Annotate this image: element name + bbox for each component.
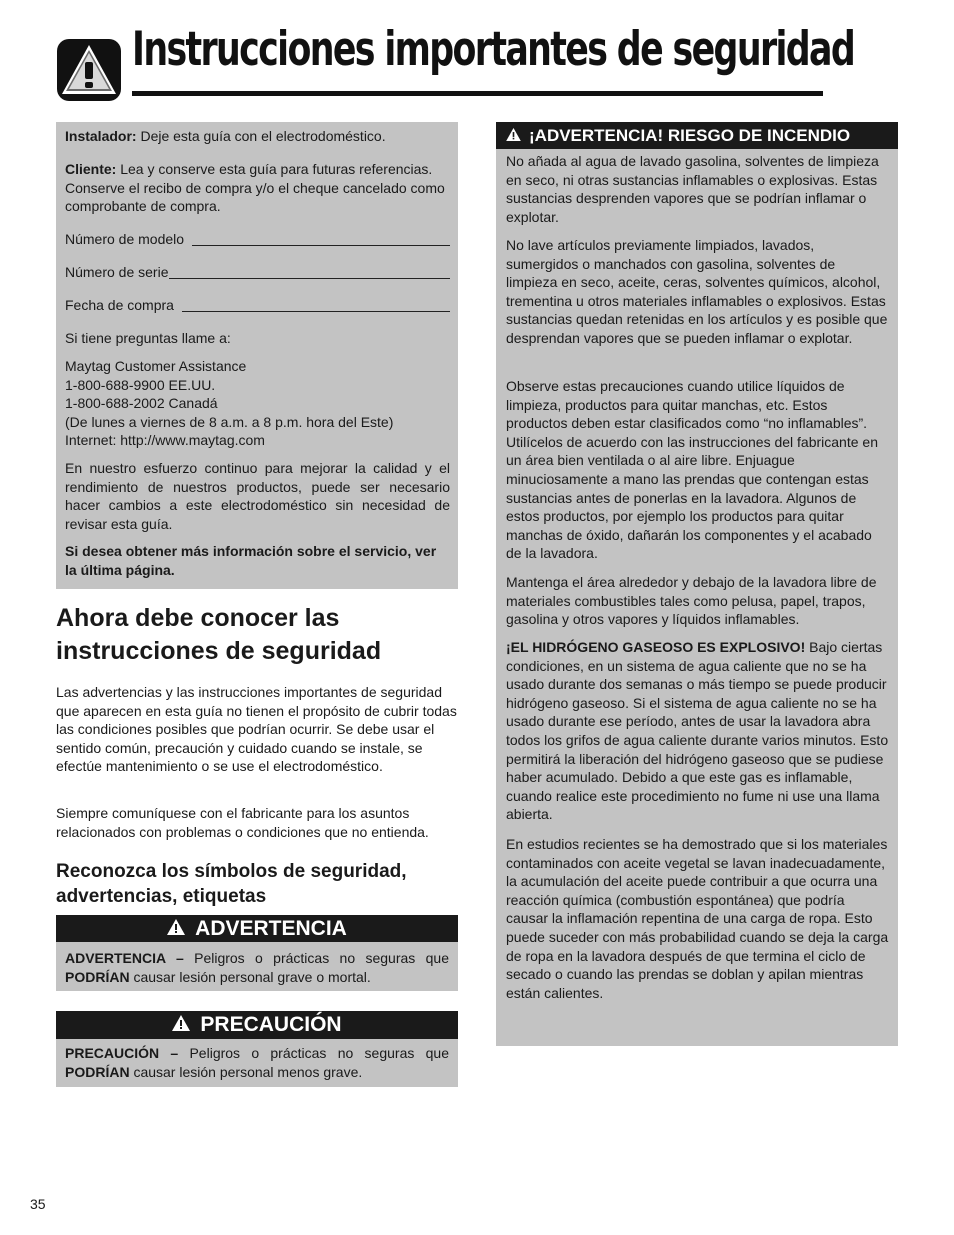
warning-triangle-icon: [167, 917, 185, 941]
warning-bar-label: ADVERTENCIA: [195, 916, 347, 940]
serial-number-line: [169, 263, 451, 279]
page-number: 35: [30, 1196, 46, 1212]
serial-number-field: [65, 263, 450, 282]
installer-note: [65, 127, 451, 146]
hydrogen-paragraph: [506, 638, 890, 824]
contact-line: Internet: http://www.maytag.com: [65, 432, 265, 449]
warning-term: ADVERTENCIA –: [65, 950, 184, 966]
improvement-note: En nuestro esfuerzo continuo para mejorar la calidad y el rendimiento de nuestros productos, puede ser necesario hacer cambios a este electrodoméstico sin necesidad de revisar esta guía.: [65, 460, 450, 532]
fire-paragraph-3: Observe estas precauciones cuando utilice líquidos de limpieza, productos para quitar manchas, etc. Estos productos deben estar clasificados como “no inflamables”. Utilícelos de acuerdo con las instrucciones del fabricante en un área bien ventilada o al aire libre. Enjuague minuciosamente a mano las prendas que contengan estas sustancias antes de ponerlas en la lavadora. Algunos de estos productos, por ejemplo los productos para quitar manchas de óxido, dañarán los componentes y el acabado de la lavadora.: [506, 378, 878, 562]
fire-paragraph-4: Mantenga el área alrededor y debajo de la lavadora libre de materiales combustibles tales como pelusa, papel, trapos, gasolina y otros vapores y líquidos inflamables.: [506, 574, 877, 628]
serial-number-label: Número de serie: [65, 264, 169, 280]
warning-definition-box: [56, 942, 458, 991]
installer-label: Instalador:: [65, 128, 137, 144]
warning-triangle-icon: [172, 1013, 190, 1037]
warning-bar: [56, 915, 458, 942]
caution-bar-label: PRECAUCIÓN: [200, 1013, 342, 1036]
fire-warning-bar-label: ¡ADVERTENCIA! RIESGO DE INCENDIO: [529, 125, 851, 145]
model-number-field: [65, 230, 450, 249]
fire-warning-bar: [496, 122, 898, 149]
fire-warning-box: [496, 149, 898, 1046]
questions-label: Si tiene preguntas llame a:: [65, 330, 231, 346]
purchase-date-field: [65, 296, 450, 315]
title-underline: [132, 91, 823, 96]
contact-block: [65, 357, 451, 450]
owner-info-box: [56, 122, 458, 589]
contact-line: 1-800-688-2002 Canadá: [65, 395, 218, 412]
contact-line: (De lunes a viernes de 8 a.m. a 8 p.m. hora del Este): [65, 413, 394, 430]
contact-line: 1-800-688-9900 EE.UU.: [65, 376, 216, 393]
caution-definition-box: [56, 1039, 458, 1087]
purchase-date-label: Fecha de compra: [65, 297, 174, 313]
customer-note: [65, 160, 451, 216]
safety-heading: Ahora debe conocer las instrucciones de seguridad: [56, 604, 382, 665]
installer-text: Deje esta guía con el electrodoméstico.: [136, 128, 386, 144]
symbols-heading: Reconozca los símbolos de seguridad, advertencias, etiquetas: [56, 861, 407, 907]
caution-bar: [56, 1011, 458, 1039]
hydrogen-lead: ¡EL HIDRÓGENO GASEOSO ES EXPLOSIVO!: [506, 639, 806, 655]
caution-term: PRECAUCIÓN –: [65, 1045, 179, 1061]
warning-triangle-icon: [56, 38, 122, 102]
warning-emphasis: PODRÍAN: [65, 968, 130, 985]
hydrogen-text: Bajo ciertas condiciones, en un sistema de agua caliente que no se ha usado durante dos semanas o más tiempo se puede producir hidrógeno gaseoso. Si el sistema de agua caliente no se ha usado durante ese período, antes de usar la lavadora abra todos los grifos de agua caliente durante varios minutos. Esto permitirá la liberación del hidrógeno gaseoso que se pudiese haber acumulado. Debido a que este gas es inflamable, cuando realice este procedimiento no fume ni use una llama abierta.: [506, 639, 889, 823]
caution-emphasis: PODRÍAN: [65, 1063, 130, 1080]
model-number-line: [192, 230, 450, 246]
warning-text: Peligros o prácticas no seguras que: [183, 950, 449, 966]
warning-text-end: causar lesión personal grave o mortal.: [129, 968, 371, 985]
customer-text: Lea y conserve esta guía para futuras referencias. Conserve el recibo de compra y/o el cheque cancelado como comprobante de compra.: [65, 161, 445, 215]
caution-text-end: causar lesión personal menos grave.: [129, 1063, 363, 1080]
fire-paragraph-2: No lave artículos previamente limpiados, lavados, sumergidos o manchados con gasolina, solventes de limpieza en seco, aceite, ceras, solventes químicos, alcohol, trementina u otros materiales inflamables o explosivos. Estas sustancias quedan retenidas en los artículos y es posible que desprendan vapores que se pueden inflamar o explotar.: [506, 237, 888, 346]
customer-label: Cliente:: [65, 161, 117, 177]
contact-line: Maytag Customer Assistance: [65, 358, 247, 374]
caution-text: Peligros o prácticas no seguras que: [178, 1045, 449, 1061]
model-number-label: Número de modelo: [65, 231, 185, 247]
fire-paragraph-1: No añada al agua de lavado gasolina, solventes de limpieza en seco, ni otras sustancias inflamables o explosivas. Estas sustancias desprenden vapores que se podrían inflamar o explotar.: [506, 153, 879, 225]
page-title: Instrucciones importantes de seguridad: [132, 22, 855, 77]
fire-paragraph-last: En estudios recientes se ha demostrado que si los materiales contaminados con aceite vegetal se lavan inadecuadamente, la acumulación del aceite puede contribuir a que ocurra una reacción química (combustión espontánea) que podría causar la inflamación repentina de una carga de ropa. Esto puede suceder con más probabilidad cuando se deja la carga de ropa en la lavadora después de que termina el ciclo de secado o cuando las prendas se doblan y apilan mientras están calientes.: [506, 836, 889, 1001]
caution-definition: [65, 1044, 449, 1081]
safety-paragraph-1: Las advertencias y las instrucciones importantes de seguridad que aparecen en esta guía no tienen el propósito de cubrir todas las condiciones posibles que podrían ocurrir. Se debe usar el sentido común, precaución y cuidado cuando se instale, se efectúe mantenimiento o se use el electrodoméstico.: [56, 684, 457, 775]
warning-triangle-icon: [506, 126, 521, 146]
service-note: Si desea obtener más información sobre el servicio, ver la última página.: [65, 543, 437, 578]
warning-definition: [65, 949, 449, 986]
purchase-date-line: [182, 296, 450, 312]
safety-paragraph-2: Siempre comuníquese con el fabricante para los asuntos relacionados con problemas o condiciones que no entienda.: [56, 805, 429, 840]
